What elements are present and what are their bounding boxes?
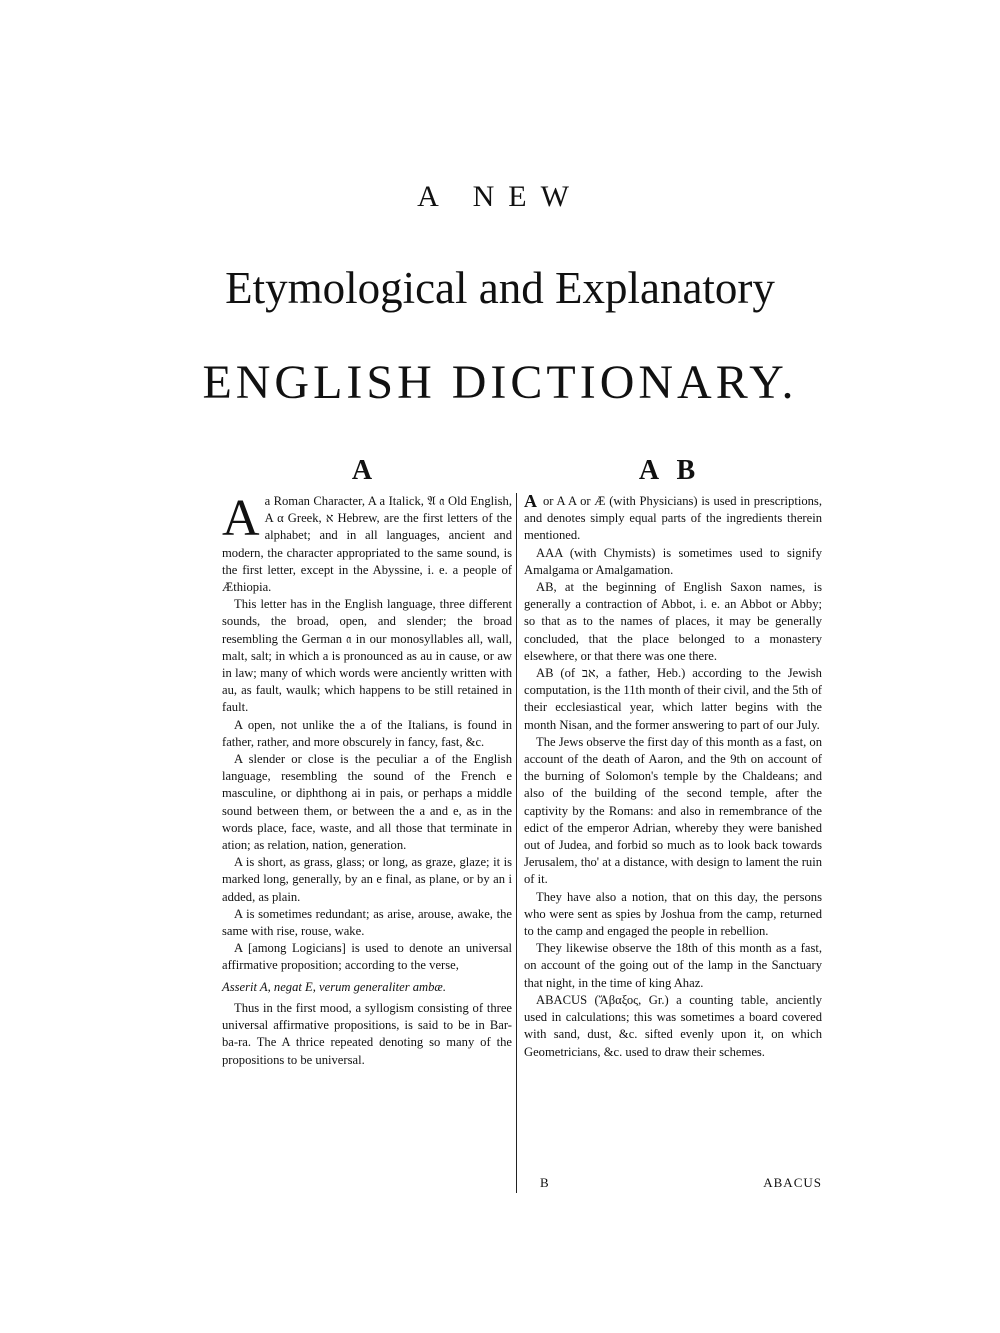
entry-a-paragraph: a Roman Character, A a Italick, 𝔄 𝔞 Old English, Α α Greek, א Hebrew, are the first letters of the alphabet; and in all languages, ancient and modern, the character appropriated to the same sound, is the first letter, except in the Abyssine, i. e. a people of Æthiopia. xyxy=(222,494,513,595)
column-divider xyxy=(516,493,517,1193)
entry-ab-paragraph: AB (of אב, a father, Heb.) according to the Jewish computation, is the 11th month of their civil, and the 5th of their ecclesiastical year, which latter begins with the month Nisan, and the former answering to part of our July. xyxy=(524,666,822,732)
entry-ab-paragraph: They likewise observe the 18th of this month as a fast, on account of the going out of the lamp in the Sanctuary that night, in the time of king Ahaz. xyxy=(524,941,822,990)
entry-a-paragraph: Thus in the first mood, a syllogism consisting of three universal affirmative propositions, is said to be in Bar-ba-ra. The A thrice repeated denoting so many of the propositions to be universal. xyxy=(222,1000,512,1067)
title-line-a-new: A NEW xyxy=(417,180,583,213)
entry-ab-paragraph: They have also a notion, that on this day, the persons who were sent as spies by Joshua from the camp, returned to the camp and engaged the people in rebellion. xyxy=(524,889,822,939)
entry-ab-paragraph: ABACUS (Ἄβαξος, Gr.) a counting table, anciently used in calculations; this was sometimes a board covered with sand, dust, &c. sifted evenly upon it, on which Geometricians, &c. used to draw their schemes. xyxy=(524,992,822,1059)
drop-cap-a-small: A xyxy=(524,491,537,511)
left-column-heading: A xyxy=(351,455,379,486)
entry-ab-paragraph: The Jews observe the first day of this month as a fast, on account of the death of Aaron, and the 9th on account of the burning of Solomon's temple by the Chaldeans; and also of the building of the second temple, after the captivity by the Romans: and also in remembrance of the edict of the emperor Adrian, whereby they were banished out of Judea, and forbid so much as to look back towards Jerusalem, tho' at a distance, with design to lament the ruin of it. xyxy=(524,734,822,887)
left-column xyxy=(222,490,513,1069)
signature-mark: B xyxy=(540,1175,549,1190)
catchword: ABACUS xyxy=(763,1175,822,1190)
right-column-heading: A B xyxy=(638,455,702,486)
right-column xyxy=(524,493,822,1061)
entry-ab-paragraph: AB, at the beginning of English Saxon names, is generally a contraction of Abbot, i. e. an Abbot or Abby; so that as to the names of places, it may be generally concluded, that the place belonged to a monastery elsewhere, or that there was one there. xyxy=(524,580,822,663)
entry-a-paragraph: A open, not unlike the a of the Italians, is found in father, rather, and more obscurely in fancy, fast, &c. xyxy=(222,717,512,749)
entry-a-paragraph: A is sometimes redundant; as arise, arouse, awake, the same with rise, rouse, wake. xyxy=(222,906,512,939)
title-line-english-dictionary: ENGLISH DICTIONARY. xyxy=(202,356,798,409)
entry-a-paragraph: A is short, as grass, glass; or long, as graze, glaze; it is marked long, generally, by an e final, as plane, or by an i added, as plain. xyxy=(222,855,512,904)
entry-a-paragraph: A slender or close is the peculiar a of the English language, resembling the sound of the French e masculine, or diphthong ai in pais, or perhaps a middle sound between them, or between the a and e, as in the words place, face, waste, and all those that terminate in ation; as relation, nation, generation. xyxy=(222,752,512,853)
entry-a-paragraph: A [among Logicians] is used to denote an universal affirmative proposition; according to the verse, xyxy=(222,941,512,973)
entry-a-paragraph: This letter has in the English language, three different sounds, the broad, open, and slender; the broad resembling the German 𝔞 in our monosyllables all, wall, malt, salt; in which a is pronounced as au in cause, or aw in law; many of which words were anciently written with au, as fault, waulk; which happens to be still retained in fault. xyxy=(222,597,512,715)
entry-ab-paragraph: or A A or Æ (with Physicians) is used in prescriptions, and denotes simply equal parts of the ingredients therein mentioned. xyxy=(524,494,822,543)
drop-cap-a: A xyxy=(222,490,260,547)
entry-ab-paragraph: AAA (with Chymists) is sometimes used to signify Amalgama or Amalgamation. xyxy=(524,545,822,577)
title-line-etymological: Etymological and Explanatory xyxy=(225,263,775,313)
latin-verse: Asserit A, negat E, verum generaliter ambæ. xyxy=(222,979,446,994)
